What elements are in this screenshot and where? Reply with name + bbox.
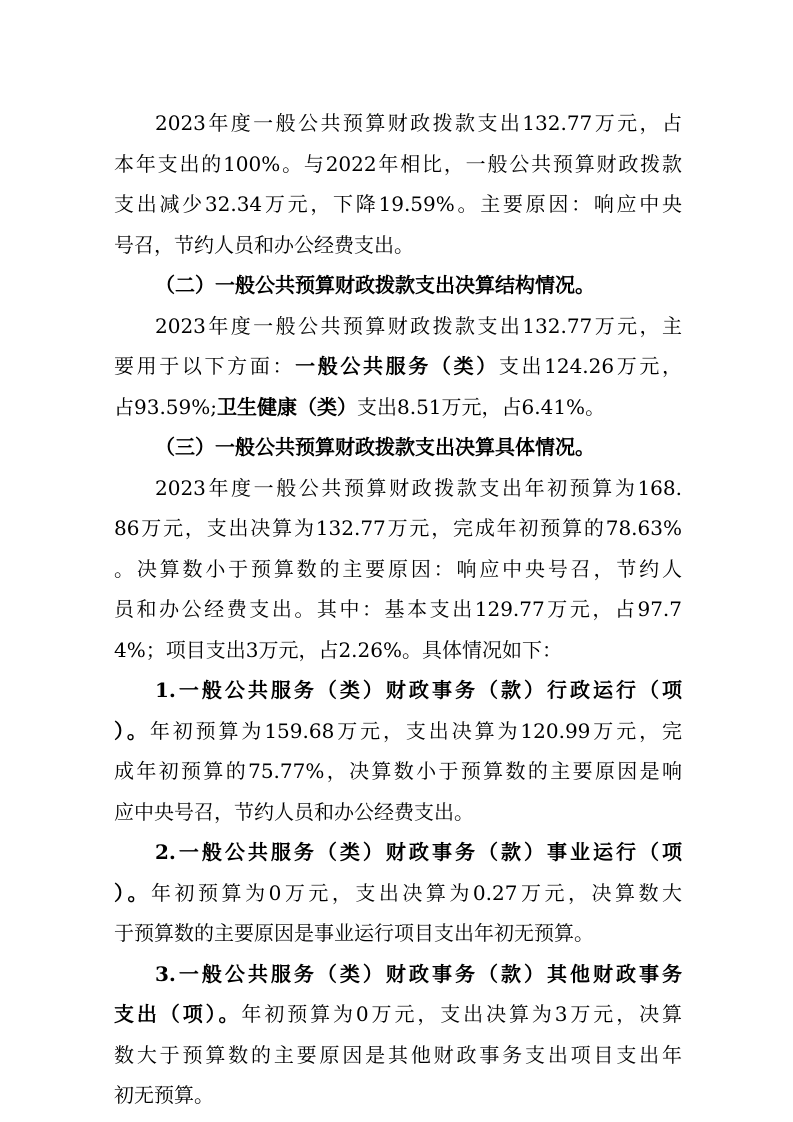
text-span: 要用于以下方面： — [114, 354, 296, 378]
item-title: 2.一般公共服务（类）财政事务（款）事业运行（项 — [155, 840, 682, 864]
text-line: 4%；项目支出3万元，占2.26%。具体情况如下： — [114, 637, 562, 662]
paragraph-details — [114, 468, 682, 671]
text-line — [114, 387, 682, 428]
text-line: 2023年度一般公共预算财政拨款支出年初预算为168. — [155, 475, 682, 500]
text-line — [114, 711, 682, 752]
text-line: 2023年度一般公共预算财政拨款支出132.77万元，主 — [155, 313, 682, 338]
text-line: 初无预算。 — [114, 1083, 214, 1107]
section-heading-details: （三）一般公共预算财政拨款支出决算具体情况。 — [155, 435, 595, 459]
text-line: 号召，节约人员和办公经费支出。 — [114, 232, 414, 257]
item-business-operation — [114, 832, 682, 954]
text-line: 员和办公经费支出。其中：基本支出129.77万元，占97.7 — [114, 597, 682, 621]
category-label: 一般公共服务（类） — [295, 354, 499, 378]
item-title-end: ）。 — [114, 880, 152, 905]
text-span: 年初预算为0万元，支出决算为3万元，决算 — [241, 1002, 683, 1026]
text-span: 占93.59%; — [114, 394, 217, 419]
document-body — [114, 103, 682, 1116]
text-line: 数大于预算数的主要原因是其他财政事务支出项目支出年 — [114, 1042, 682, 1067]
item-other-fiscal-affairs — [114, 954, 682, 1116]
paragraph-structure — [114, 306, 682, 428]
item-title-end: ）。 — [114, 718, 150, 743]
section-heading-structure: （二）一般公共预算财政拨款支出决算结构情况。 — [155, 273, 595, 297]
text-line: 。决算数小于预算数的主要原因：响应中央号召，节约人 — [114, 556, 682, 581]
text-line — [114, 346, 682, 387]
item-administrative-operation — [114, 670, 682, 832]
paragraph-total-expenditure — [114, 103, 682, 265]
text-line: 应中央号召，节约人员和办公经费支出。 — [114, 799, 474, 824]
text-span: 年初预算为159.68万元，支出决算为120.99万元，完 — [149, 718, 683, 743]
text-span: 年初预算为0万元，支出决算为0.27万元，决算数大 — [151, 880, 683, 905]
category-label: 卫生健康（类） — [217, 394, 357, 419]
text-line: 本年支出的100%。与2022年相比，一般公共预算财政拨款 — [114, 151, 682, 176]
text-line: 86万元，支出决算为132.77万元，完成年初预算的78.63% — [114, 516, 682, 540]
text-span: 支出8.51万元，占6.41%。 — [357, 394, 606, 419]
item-title: 1.一般公共服务（类）财政事务（款）行政运行（项 — [155, 678, 682, 702]
text-line — [114, 994, 682, 1035]
text-span: 支出124.26万元， — [498, 354, 683, 378]
text-line — [114, 873, 682, 914]
text-line: 成年初预算的75.77%，决算数小于预算数的主要原因是响 — [114, 759, 682, 783]
item-title-end: 支出（项）。 — [114, 1002, 242, 1026]
text-line: 支出减少32.34万元，下降19.59%。主要原因：响应中央 — [114, 192, 682, 216]
item-title: 3.一般公共服务（类）财政事务（款）其他财政事务 — [155, 961, 682, 986]
text-line: 2023年度一般公共预算财政拨款支出132.77万元，占 — [155, 111, 682, 135]
text-line: 于预算数的主要原因是事业运行项目支出年初无预算。 — [114, 921, 594, 945]
